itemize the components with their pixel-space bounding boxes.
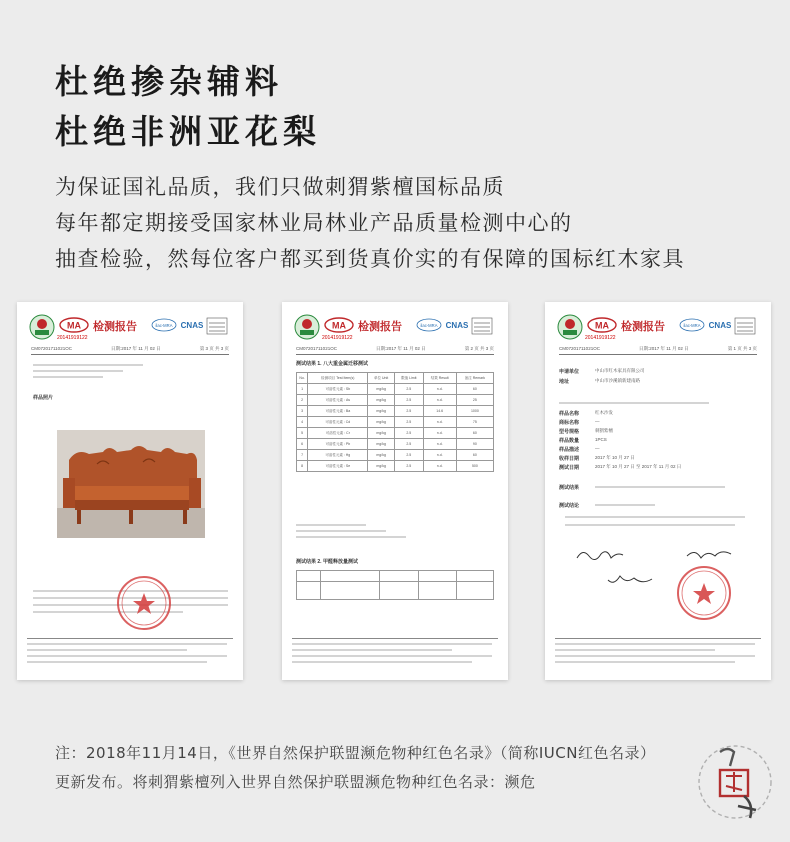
sample-field-label: 测试日期 xyxy=(559,465,580,471)
sample-field-value: — xyxy=(595,446,600,451)
table-cell: 4 xyxy=(297,417,308,428)
table-cell: 可溶性元素 : Ba xyxy=(308,406,368,417)
table-header-cell: 备注 Remark xyxy=(456,373,493,384)
client-label: 申请单位 xyxy=(559,369,580,375)
table-cell: 25 xyxy=(456,395,493,406)
official-seal-icon xyxy=(115,574,173,632)
report-page: 第 1 页 共 3 页 xyxy=(727,346,757,351)
table-cell: mg/kg xyxy=(368,450,395,461)
cnas-icon xyxy=(444,317,470,333)
client-value: 中山市红木家具有限公司 xyxy=(595,368,645,373)
ilac-mra-icon xyxy=(679,318,705,332)
test-conclusion-label: 测试结论 xyxy=(559,503,580,509)
table-cell: 1 xyxy=(297,384,308,395)
intro-line-2: 每年都定期接受国家林业局林业产品质量检测中心的 xyxy=(55,211,573,235)
text-line xyxy=(33,376,103,378)
cnas-icon xyxy=(179,317,205,333)
report-footer xyxy=(27,638,233,670)
text-line xyxy=(33,370,123,372)
table-header-cell: 限值 Limit xyxy=(394,373,423,384)
table-cell: n.d. xyxy=(423,417,456,428)
cmtc-logo-icon xyxy=(294,314,320,340)
table-cell: n.d. xyxy=(423,384,456,395)
table-header-row xyxy=(297,373,494,384)
report-number: CM07201711021OC xyxy=(296,346,337,351)
report-footer xyxy=(555,638,761,670)
sample-field-label: 样品描述 xyxy=(559,447,580,453)
intro-line-1: 为保证国礼品质，我们只做刺猬紫檀国标品质 xyxy=(55,175,505,199)
section-label: 测试结果 2. 甲醛释放量测试 xyxy=(296,559,358,565)
svg-text:MA: MA xyxy=(67,320,81,331)
accreditation-badge-icon xyxy=(734,316,756,336)
table-cell: 500 xyxy=(456,461,493,472)
table-header-cell: 单位 Unit xyxy=(368,373,395,384)
table-cell: 可溶性元素 : Hg xyxy=(308,450,368,461)
test-report-cover-page xyxy=(545,302,771,680)
ilac-mra-icon xyxy=(416,318,442,332)
svg-text:CNAS: CNAS xyxy=(708,321,732,330)
test-result-label: 测试结果 xyxy=(559,485,580,491)
official-seal-icon xyxy=(675,564,733,622)
signature-icon xyxy=(575,546,625,562)
table-cell: 8 xyxy=(297,461,308,472)
table-cell: 2.5 xyxy=(394,428,423,439)
table-row xyxy=(297,428,494,439)
report-footer xyxy=(292,638,498,670)
brand-seal-logo-icon xyxy=(690,732,780,828)
table-cell: mg/kg xyxy=(368,406,395,417)
svg-text:ilac-MRA: ilac-MRA xyxy=(420,323,438,328)
table-cell: 2.5 xyxy=(394,417,423,428)
table-row xyxy=(297,395,494,406)
table-cell: n.d. xyxy=(423,428,456,439)
svg-text:MA: MA xyxy=(332,320,346,331)
table-cell: 2.5 xyxy=(394,395,423,406)
text-line xyxy=(595,504,655,506)
cmtc-logo-icon xyxy=(29,314,55,340)
text-line xyxy=(296,536,406,538)
report-reference-line xyxy=(559,346,757,355)
section-label: 测试结果 1. 八大重金属迁移测试 xyxy=(296,361,368,367)
cma-mark-icon xyxy=(587,317,617,333)
note-line-2: 更新发布。将刺猬紫檀列入世界自然保护联盟濒危物种红色名录：濒危 xyxy=(55,773,536,791)
table-cell: 14.6 xyxy=(423,406,456,417)
table-cell: 60 xyxy=(456,450,493,461)
table-cell: 5 xyxy=(297,428,308,439)
table-cell: n.d. xyxy=(423,461,456,472)
report-header xyxy=(557,314,759,344)
table-cell: 1000 xyxy=(456,406,493,417)
sample-field-value: 刺猬紫檀 xyxy=(595,428,613,433)
report-title: 检测报告 xyxy=(621,320,665,333)
table-cell: mg/kg xyxy=(368,384,395,395)
table-row xyxy=(297,384,494,395)
table-row xyxy=(297,406,494,417)
report-title: 检测报告 xyxy=(358,320,402,333)
table-cell: mg/kg xyxy=(368,417,395,428)
report-reference-line xyxy=(296,346,494,355)
report-date: 日期:2017 年 11 月 02 日 xyxy=(110,346,161,351)
report-title: 检测报告 xyxy=(93,320,137,333)
text-line xyxy=(296,524,366,526)
sample-field-label: 样品数量 xyxy=(559,438,580,444)
table-cell: 可溶性元素 : Cr xyxy=(308,428,368,439)
table-cell: n.d. xyxy=(423,450,456,461)
text-line xyxy=(296,530,386,532)
report-page: 第 2 页 共 3 页 xyxy=(464,346,494,351)
cma-mark-icon xyxy=(324,317,354,333)
table-cell: 7 xyxy=(297,450,308,461)
svg-text:CNAS: CNAS xyxy=(180,321,204,330)
report-reference-line xyxy=(31,346,229,355)
table-row xyxy=(297,417,494,428)
table-cell: 60 xyxy=(456,428,493,439)
report-number: CM07201711021OC xyxy=(559,346,600,351)
table-cell: 可溶性元素 : Se xyxy=(308,461,368,472)
table-cell: 可溶性元素 : Pb xyxy=(308,439,368,450)
ilac-mra-icon xyxy=(151,318,177,332)
svg-text:ilac-MRA: ilac-MRA xyxy=(683,323,701,328)
test-report-photo-page xyxy=(17,302,243,680)
table-cell: mg/kg xyxy=(368,439,395,450)
svg-text:CNAS: CNAS xyxy=(445,321,469,330)
cmtc-logo-icon xyxy=(557,314,583,340)
text-line xyxy=(565,516,745,518)
cma-number: 20141919122 xyxy=(57,335,88,341)
svg-text:MA: MA xyxy=(595,320,609,331)
table-cell: n.d. xyxy=(423,439,456,450)
table-row xyxy=(297,439,494,450)
sample-field-label: 商标名称 xyxy=(559,420,580,426)
signature-icon xyxy=(605,572,655,588)
table-cell: 2.5 xyxy=(394,450,423,461)
address-value: 中山市沙溪镇新建南路 xyxy=(595,378,640,383)
intro-line-3: 抽查检验，然每位客户都买到货真价实的有保障的国标红木家具 xyxy=(55,247,685,271)
cma-number: 20141919122 xyxy=(585,335,616,341)
report-date: 日期:2017 年 11 月 02 日 xyxy=(375,346,426,351)
sample-field-value: 2017 年 10 月 27 日 至 2017 年 11 月 02 日 xyxy=(595,464,682,469)
table-header-cell: No. xyxy=(297,373,308,384)
table-cell: n.d. xyxy=(423,395,456,406)
report-page: 第 3 页 共 3 页 xyxy=(199,346,229,351)
text-line xyxy=(559,402,709,404)
sample-field-value: — xyxy=(595,419,600,424)
sample-field-label: 型号规格 xyxy=(559,429,580,435)
table-cell: 60 xyxy=(456,384,493,395)
table-cell: 6 xyxy=(297,439,308,450)
section-label: 样品照片 xyxy=(33,395,54,401)
report-header xyxy=(294,314,496,344)
headline-line-2: 杜绝非洲亚花梨 xyxy=(55,112,321,151)
svg-text:ilac-MRA: ilac-MRA xyxy=(155,323,173,328)
table-cell: 可溶性元素 : As xyxy=(308,395,368,406)
table-header-cell: 结果 Result xyxy=(423,373,456,384)
table-cell: 2.5 xyxy=(394,439,423,450)
report-number: CM07201711021OC xyxy=(31,346,72,351)
table-cell: 2 xyxy=(297,395,308,406)
headline-line-1: 杜绝掺杂辅料 xyxy=(55,62,283,101)
table-cell: mg/kg xyxy=(368,395,395,406)
text-line xyxy=(595,486,725,488)
table-header-cell: 检测项目 Test Item(s) xyxy=(308,373,368,384)
text-line xyxy=(33,364,143,366)
note-line-1: 注：2018年11月14日，《世界自然保护联盟濒危物种红色名录》（简称IUCN红色名录） xyxy=(55,744,656,762)
cnas-icon xyxy=(707,317,733,333)
table-row xyxy=(297,450,494,461)
text-line xyxy=(565,524,735,526)
test-report-results-page xyxy=(282,302,508,680)
formaldehyde-table xyxy=(296,570,494,600)
signature-icon xyxy=(685,546,735,562)
sample-field-value: 红木沙发 xyxy=(595,410,613,415)
report-date: 日期:2017 年 11 月 02 日 xyxy=(638,346,689,351)
accreditation-badge-icon xyxy=(206,316,228,336)
table-cell: 2.5 xyxy=(394,384,423,395)
address-label: 地址 xyxy=(559,379,570,385)
sample-field-label: 样品名称 xyxy=(559,411,580,417)
table-cell: 可溶性元素 : Cd xyxy=(308,417,368,428)
sofa-photo-icon xyxy=(57,430,205,538)
table-cell: 75 xyxy=(456,417,493,428)
cma-mark-icon xyxy=(59,317,89,333)
sample-field-value: 1PCS xyxy=(595,437,607,442)
report-header xyxy=(29,314,231,344)
table-cell: 2.5 xyxy=(394,406,423,417)
sample-field-value: 2017 年 10 月 27 日 xyxy=(595,455,635,460)
heavy-metal-table xyxy=(296,372,494,472)
table-cell: 2.5 xyxy=(394,461,423,472)
table-cell: mg/kg xyxy=(368,428,395,439)
table-cell: mg/kg xyxy=(368,461,395,472)
table-cell: 3 xyxy=(297,406,308,417)
table-row xyxy=(297,461,494,472)
table-cell: 可溶性元素 : Sb xyxy=(308,384,368,395)
sample-field-label: 收样日期 xyxy=(559,456,580,462)
cma-number: 20141919122 xyxy=(322,335,353,341)
accreditation-badge-icon xyxy=(471,316,493,336)
table-cell: 90 xyxy=(456,439,493,450)
